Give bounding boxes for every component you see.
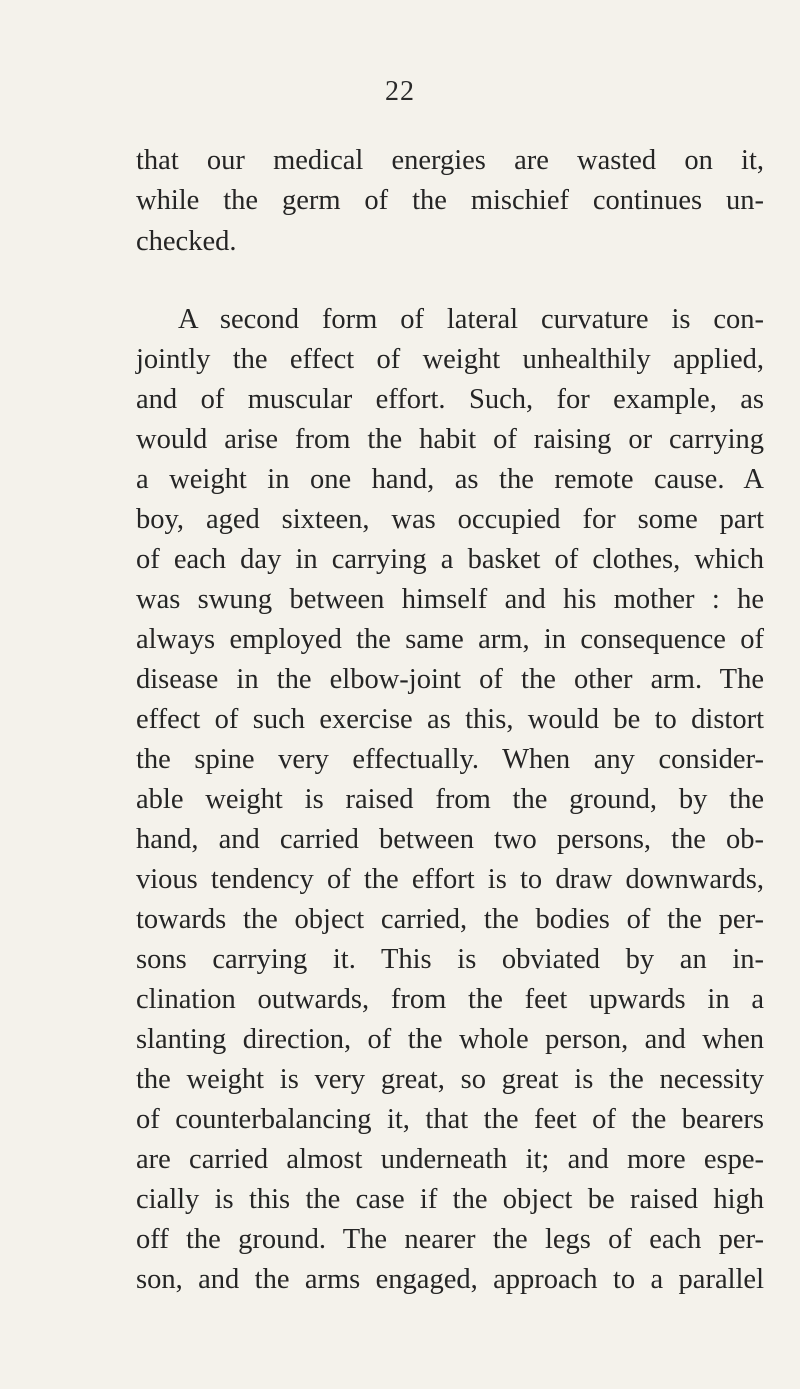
text-line: effect of such exercise as this, would be to distort [136,704,764,735]
text-line: cially is this the case if the object be raised high [136,1184,764,1215]
text-line: would arise from the habit of raising or carrying [136,424,764,455]
text-line: towards the object carried, the bodies of the per- [136,904,764,935]
text-line: jointly the effect of weight unhealthily applied, [136,344,764,375]
text-line: boy, aged sixteen, was occupied for some part [136,504,764,535]
text-line: checked. [136,226,237,257]
text-line: sons carrying it. This is obviated by an in- [136,944,764,975]
text-line: hand, and carried between two persons, the ob- [136,824,764,855]
text-line: the spine very effectually. When any consider- [136,744,764,775]
page-number: 22 [385,76,415,107]
text-line: and of muscular effort. Such, for example, as [136,384,764,415]
text-line: clination outwards, from the feet upwards in a [136,984,764,1015]
text-line: of counterbalancing it, that the feet of the bearers [136,1104,764,1135]
text-line: vious tendency of the effort is to draw downwards, [136,864,764,895]
text-line: of each day in carrying a basket of clothes, which [136,544,764,575]
text-line: that our medical energies are wasted on it, [136,145,764,176]
text-line: slanting direction, of the whole person, and when [136,1024,764,1055]
text-line: son, and the arms engaged, approach to a parallel [136,1264,764,1295]
text-line: while the germ of the mischief continues un- [136,185,764,216]
text-line: off the ground. The nearer the legs of each per- [136,1224,764,1255]
text-line: was swung between himself and his mother : he [136,584,764,615]
text-line: A second form of lateral curvature is con- [178,304,764,335]
text-line: disease in the elbow-joint of the other arm. The [136,664,764,695]
text-line: always employed the same arm, in consequence of [136,624,764,655]
text-line: the weight is very great, so great is the necessity [136,1064,764,1095]
text-line: are carried almost underneath it; and more espe- [136,1144,764,1175]
text-line: a weight in one hand, as the remote cause. A [136,464,764,495]
text-line: able weight is raised from the ground, by the [136,784,764,815]
